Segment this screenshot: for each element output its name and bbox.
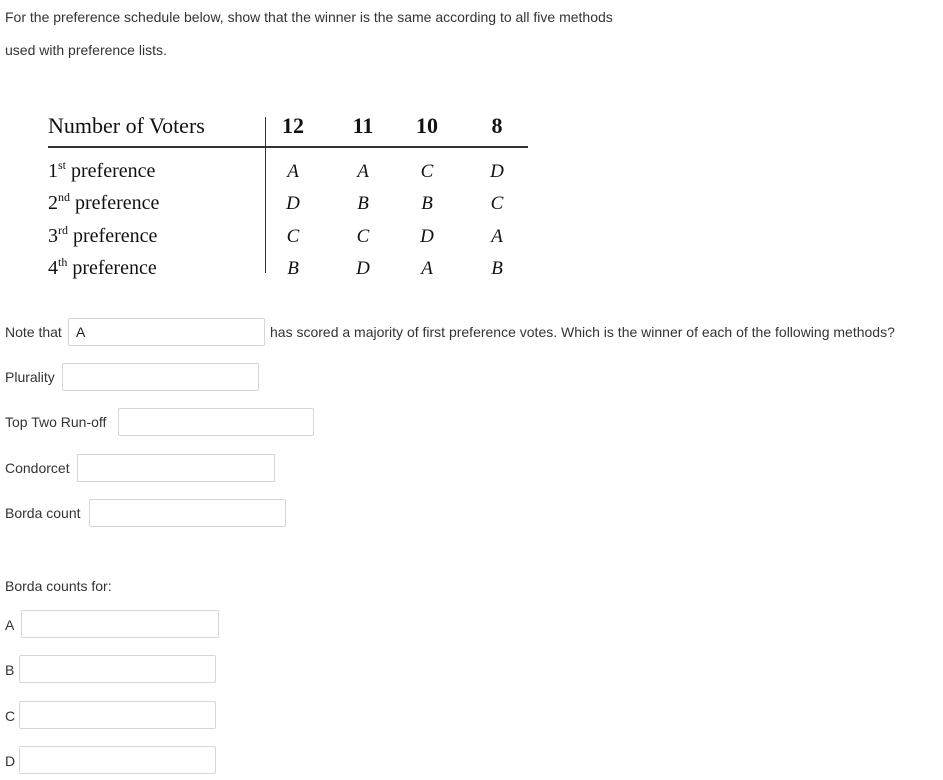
borda-count-c-input[interactable] [19,701,216,729]
table-cell: B [287,258,299,279]
borda-count-a-input[interactable] [21,610,219,638]
table-cell: D [490,161,504,182]
majority-winner-input[interactable] [68,318,265,346]
table-horizontal-divider [48,146,528,148]
voter-count: 11 [352,113,374,138]
question-line-2: used with preference lists. [5,42,167,58]
table-cell: D [356,258,370,279]
plurality-input[interactable] [62,363,259,391]
voter-count: 8 [491,113,503,138]
borda-count-label: Borda count [5,505,81,521]
borda-count-d-label: D [5,753,16,769]
borda-counts-heading: Borda counts for: [5,578,112,594]
table-cell: C [420,161,434,182]
borda-count-d-input[interactable] [19,746,216,774]
table-cell: D [286,193,300,214]
preference-row-label: 2nd preference [48,190,160,214]
table-cell: B [421,193,433,214]
table-cell: B [357,193,369,214]
preference-row-label: 1st preference [48,158,156,182]
table-cell: C [286,226,300,247]
voter-count: 10 [416,113,438,138]
voter-count: 12 [282,113,304,138]
top-two-runoff-input[interactable] [118,408,314,436]
table-cell: D [420,226,434,247]
table-cell: C [356,226,370,247]
note-prefix: Note that [5,324,62,340]
table-cell: C [490,193,504,214]
table-cell: A [491,226,503,247]
top-two-runoff-label: Top Two Run-off [5,414,107,430]
condorcet-input[interactable] [77,454,275,482]
question-line-1: For the preference schedule below, show that the winner is the same according to all five methods [5,9,613,25]
preference-row-label: 4th preference [48,255,157,279]
borda-count-a-label: A [5,617,15,633]
borda-count-c-label: C [5,708,16,724]
table-cell: A [357,161,369,182]
table-cell: A [421,258,433,279]
condorcet-label: Condorcet [5,460,70,476]
preference-row-label: 3rd preference [48,223,158,247]
table-cell: B [491,258,503,279]
borda-count-b-label: B [5,662,15,678]
number-of-voters-label: Number of Voters [48,113,205,138]
table-vertical-divider [265,117,266,273]
note-suffix: has scored a majority of first preference votes. Which is the winner of each of the following methods? [270,324,895,340]
plurality-label: Plurality [5,369,55,385]
borda-count-b-input[interactable] [19,655,216,683]
table-cell: A [287,161,299,182]
borda-count-input[interactable] [89,499,286,527]
